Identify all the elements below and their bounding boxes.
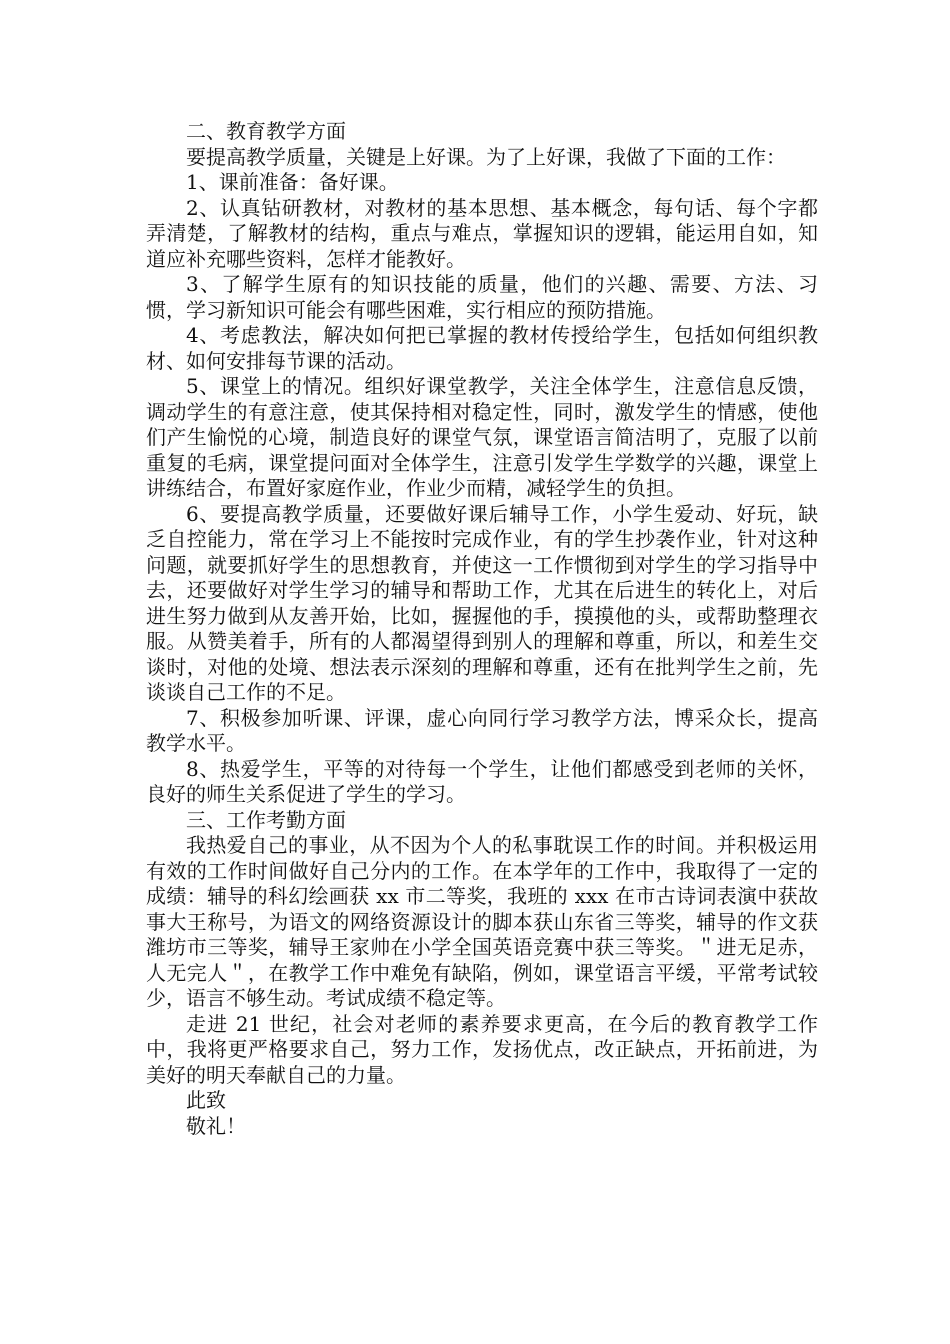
list-item-4: 4、考虑教法，解决如何把已掌握的教材传授给学生，包括如何组织教材、如何安排每节课的活动。 (146, 323, 818, 373)
list-item-8: 8、热爱学生，平等的对待每一个学生，让他们都感受到老师的关怀，良好的师生关系促进了学生的学习。 (146, 756, 818, 806)
paragraph-intro: 要提高教学质量，关键是上好课。为了上好课，我做了下面的工作： (186, 144, 786, 169)
closing-salutation: 此致 (186, 1088, 226, 1112)
section-heading-teaching: 二、教育教学方面 (186, 119, 346, 143)
closing-regards: 敬礼！ (186, 1113, 246, 1138)
list-item-3: 3、了解学生原有的知识技能的质量，他们的兴趣、需要、方法、习惯，学习新知识可能会有哪些困难，实行相应的预防措施。 (146, 272, 818, 322)
list-item-2: 2、认真钻研教材，对教材的基本思想、基本概念，每句话、每个字都弄清楚，了解教材的结构，重点与难点，掌握知识的逻辑，能运用自如，知道应补充哪些资料，怎样才能教好。 (146, 195, 818, 271)
paragraph-attendance: 我热爱自己的事业，从不因为个人的私事耽误工作的时间。并积极运用有效的工作时间做好自己分内的工作。在本学年的工作中，我取得了一定的成绩：辅导的科幻绘画获 xx 市二等奖，我班的 xxx 在市古诗词表演中获故事大王称号，为语文的网络资源设计的脚本获山东省三等奖，辅导的作文获潍坊市三等奖，辅导王家帅在小学全国英语竞赛中获三等奖。＂进无足赤，人无完人＂，在教学工作中难免有缺陷，例如，课堂语言平缓，平常考试较少，语言不够生动。考试成绩不稳定等。 (146, 833, 818, 1010)
list-item-1: 1、课前准备：备好课。 (186, 170, 399, 194)
section-heading-attendance: 三、工作考勤方面 (186, 807, 346, 832)
list-item-5: 5、课堂上的情况。组织好课堂教学，关注全体学生，注意信息反馈，调动学生的有意注意，使其保持相对稳定性，同时，激发学生的情感，使他们产生愉悦的心境，制造良好的课堂气氛，课堂语言简洁明了，克服了以前重复的毛病，课堂提问面对全体学生，注意引发学生学数学的兴趣，课堂上讲练结合，布置好家庭作业，作业少而精，减轻学生的负担。 (146, 374, 818, 500)
paragraph-future: 走进 21 世纪，社会对老师的素养要求更高，在今后的教育教学工作中，我将更严格要求自己，努力工作，发扬优点，改正缺点，开拓前进，为美好的明天奉献自己的力量。 (146, 1011, 818, 1087)
list-item-7: 7、积极参加听课、评课，虚心向同行学习教学方法，博采众长，提高教学水平。 (146, 705, 818, 755)
list-item-6: 6、要提高教学质量，还要做好课后辅导工作，小学生爱动、好玩，缺乏自控能力，常在学习上不能按时完成作业，有的学生抄袭作业，针对这种问题，就要抓好学生的思想教育，并使这一工作惯彻到对学生的学习指导中去，还要做好对学生学习的辅导和帮助工作，尤其在后进生的转化上，对后进生努力做到从友善开始，比如，握握他的手，摸摸他的头，或帮助整理衣服。从赞美着手，所有的人都渴望得到别人的理解和尊重，所以，和差生交谈时，对他的处境、想法表示深刻的理解和尊重，还有在批判学生之前，先谈谈自己工作的不足。 (146, 501, 818, 704)
document-page (146, 119, 818, 1139)
